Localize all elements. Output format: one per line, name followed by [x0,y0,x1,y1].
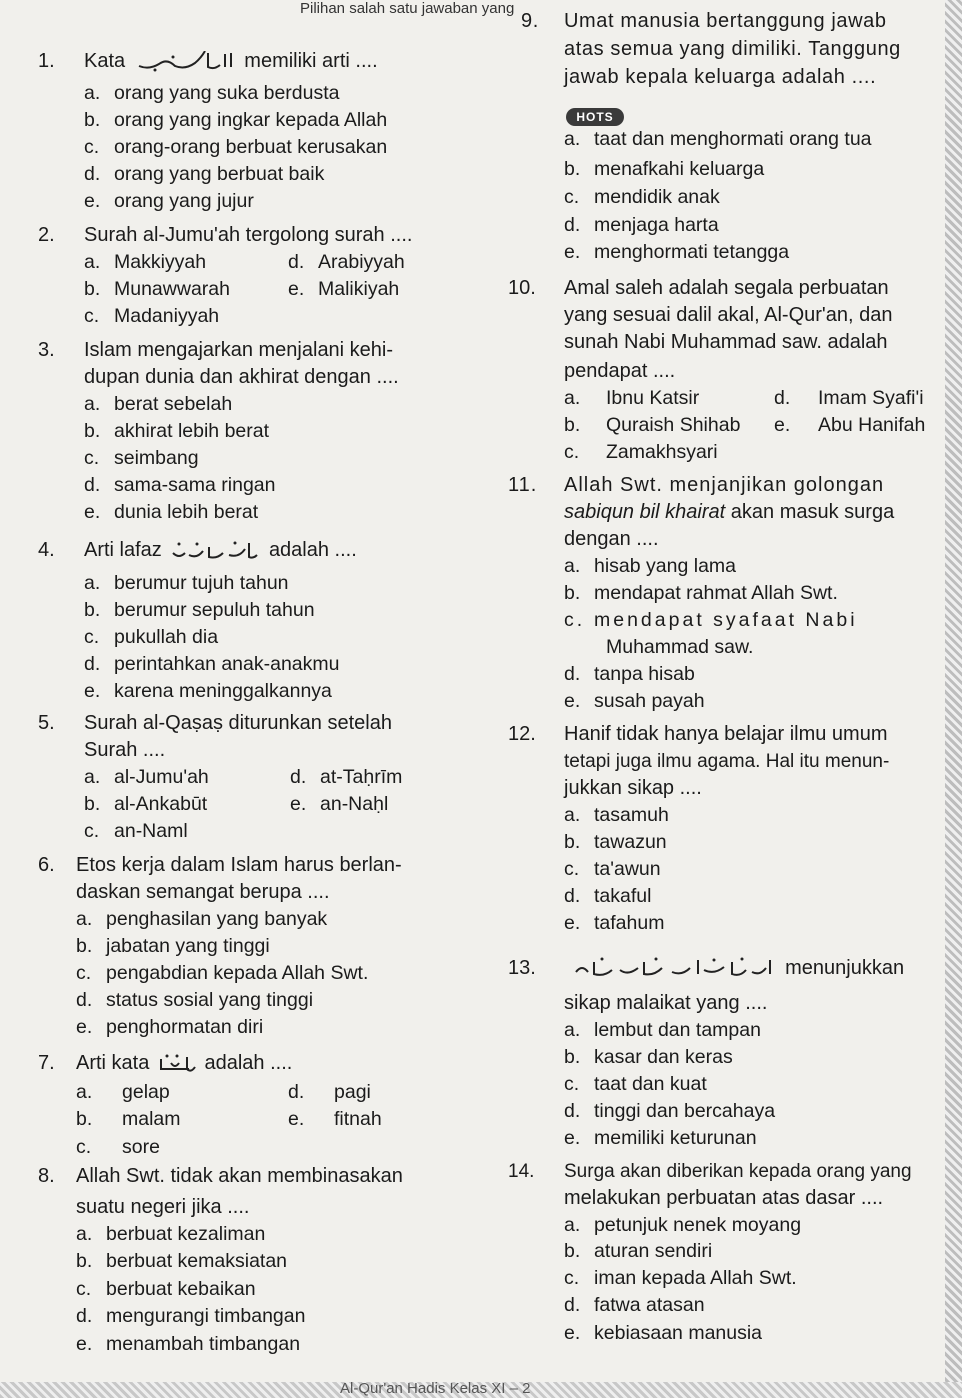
hots-badge: HOTS [566,108,624,126]
question-number: 13. [508,957,536,979]
q11-option-c[interactable] [564,607,858,634]
q5-option-e[interactable] [290,791,388,818]
option-letter: d. [774,387,791,409]
option-letter: b. [84,420,101,442]
q9-option-c[interactable] [564,184,720,211]
option-text: fatwa atasan [594,1294,705,1316]
question-text: Surga akan diberikan kepada orang yang [564,1161,912,1182]
question-12-line3: jukkan sikap .... [564,777,702,799]
question-11-line3: dengan .... [564,528,659,550]
option-text: pagi [334,1081,371,1103]
q7-option-e[interactable] [288,1106,382,1133]
question-number: 14. [508,1161,535,1182]
arabic-word-image [157,1053,197,1075]
option-text: gelap [122,1081,170,1103]
question-text: Amal saleh adalah segala perbuatan [564,277,889,299]
option-text: perintahkan anak-anakmu [114,653,340,675]
option-letter: c. [76,1136,92,1158]
option-letter: b. [564,158,581,180]
option-letter: c. [84,820,100,842]
question-text: Islam mengajarkan menjalani kehi- [84,339,394,361]
option-text: menjaga harta [594,214,719,236]
question-3 [38,337,393,364]
q2-option-d[interactable] [288,249,405,276]
option-text: penghormatan diri [106,1016,264,1038]
option-text: berat sebelah [114,393,233,415]
q4-option-c[interactable] [84,624,218,651]
q7-option-a[interactable] [76,1079,170,1106]
option-text: at-Taḥrīm [320,766,403,788]
question-5-line2: Surah .... [84,739,166,761]
q10-option-b[interactable] [564,412,740,439]
q1-option-c[interactable] [84,134,387,161]
question-text: Hanif tidak hanya belajar ilmu umum [564,723,888,745]
q8-option-d[interactable] [76,1303,305,1330]
option-letter: b. [564,1240,581,1262]
q9-option-a[interactable] [564,126,872,153]
option-letter: e. [290,793,307,815]
option-letter: d. [84,163,101,185]
q6-option-e[interactable] [76,1014,263,1041]
q11-option-d[interactable] [564,661,695,688]
option-letter: b. [564,582,581,604]
question-8-line2: suatu negeri jika .... [76,1196,250,1218]
question-5 [38,710,392,737]
q8-option-c[interactable] [76,1276,256,1303]
option-text: sama-sama ringan [114,474,276,496]
option-letter: c. [84,136,100,158]
option-text: orang yang suka berdusta [114,82,340,104]
option-letter: c. [564,1073,580,1095]
q3-option-a[interactable] [84,391,232,418]
q2-option-c[interactable] [84,303,219,330]
question-text-end: memiliki arti .... [244,50,378,72]
option-letter: a. [76,1081,93,1103]
question-text: Arti kata [76,1052,150,1074]
q8-option-a[interactable] [76,1221,265,1248]
option-text: orang yang ingkar kepada Allah [114,109,388,131]
option-text: lembut dan tampan [594,1019,761,1041]
q1-option-d[interactable] [84,161,324,188]
option-letter: a. [564,1214,581,1236]
option-letter: d. [288,1081,305,1103]
q12-option-a[interactable] [564,802,669,829]
q2-option-e[interactable] [288,276,399,303]
question-8 [38,1163,403,1190]
option-letter: e. [564,690,581,712]
q3-option-c[interactable] [84,445,199,472]
question-text-end: menunjukkan [785,957,905,979]
option-letter: a. [564,804,581,826]
option-text: Abu Hanifah [818,414,926,436]
arabic-phrase-image [169,539,261,563]
option-letter: a. [84,251,101,273]
option-letter: c. [84,447,100,469]
q10-option-d[interactable] [774,385,924,412]
q10-option-c[interactable] [564,439,718,466]
option-letter: b. [564,831,581,853]
option-letter: e. [564,241,581,263]
option-letter: c. [76,962,92,984]
option-letter: b. [84,109,101,131]
option-letter: d. [564,1294,581,1316]
q11-option-e[interactable] [564,688,705,715]
option-text: an-Naḥl [320,793,389,815]
option-text: berbuat kemaksiatan [106,1250,288,1272]
q12-option-b[interactable] [564,829,667,856]
q1-option-a[interactable] [84,80,340,107]
option-text: tafahum [594,912,665,934]
q13-option-d[interactable] [564,1098,775,1125]
q9-option-e[interactable] [564,239,789,266]
option-text: hisab yang lama [594,555,737,577]
option-letter: e. [774,414,791,436]
q6-option-a[interactable] [76,906,327,933]
option-letter: e. [564,1127,581,1149]
q11-option-c-cont: Muhammad saw. [606,636,754,658]
question-10-line2: yang sesuai dalil akal, Al-Qur'an, dan [564,304,893,326]
question-6-line2: daskan semangat berupa .... [76,881,330,903]
option-text: mendidik anak [594,186,720,208]
q3-option-b[interactable] [84,418,269,445]
question-number: 12. [508,723,536,745]
option-text: susah payah [594,690,705,712]
q3-option-e[interactable] [84,499,258,526]
question-3-line2: dupan dunia dan akhirat dengan .... [84,366,399,388]
option-text: menafkahi keluarga [594,158,765,180]
q5-option-d[interactable] [290,764,402,791]
question-9-line3: jawab kepala keluarga adalah .... [564,66,877,88]
option-text: mengurangi timbangan [106,1305,306,1327]
option-text: Malikiyah [318,278,400,300]
option-letter: e. [76,1333,93,1355]
option-text: mendapat syafaat Nabi [594,609,858,631]
option-letter: e. [564,912,581,934]
question-text: Umat manusia bertanggung jawab [564,10,887,32]
option-text: an-Naml [114,820,188,842]
option-letter: e. [84,190,101,212]
option-text: penghasilan yang banyak [106,908,328,930]
option-text: petunjuk nenek moyang [594,1214,802,1236]
q8-option-e[interactable] [76,1331,300,1358]
option-text: kebiasaan manusia [594,1322,763,1344]
question-14-line2: melakukan perbuatan atas dasar .... [564,1187,884,1209]
option-letter: e. [84,680,101,702]
option-text: tanpa hisab [594,663,695,685]
option-letter: a. [84,572,101,594]
question-14 [508,1158,912,1185]
option-text: takaful [594,885,652,907]
option-text: pukullah dia [114,626,219,648]
option-letter: d. [76,1305,93,1327]
q14-option-d[interactable] [564,1292,705,1319]
option-letter: a. [564,128,581,150]
option-letter: d. [290,766,307,788]
q11-option-b[interactable] [564,580,838,607]
question-number: 9. [521,10,539,32]
question-number: 1. [38,50,55,72]
question-9-line2: atas semua yang dimiliki. Tanggung [564,38,901,60]
q3-option-d[interactable] [84,472,275,499]
option-text: jabatan yang tinggi [106,935,270,957]
option-text: menambah timbangan [106,1333,301,1355]
q4-option-a[interactable] [84,570,289,597]
option-text: sore [122,1136,160,1158]
q14-option-e[interactable] [564,1320,762,1347]
option-letter: d. [84,474,101,496]
option-text: orang-orang berbuat kerusakan [114,136,388,158]
option-letter: c. [564,441,580,463]
question-number: 4. [38,539,55,561]
question-text: Arti lafaz [84,539,162,561]
option-text: tasamuh [594,804,669,826]
option-letter: d. [564,1100,581,1122]
q13-option-a[interactable] [564,1017,761,1044]
option-text: berumur sepuluh tahun [114,599,315,621]
option-letter: c. [564,186,580,208]
q7-option-b[interactable] [76,1106,181,1133]
option-letter: a. [564,555,581,577]
option-letter: c. [564,858,580,880]
option-letter: b. [84,278,101,300]
option-text: ta'awun [594,858,661,880]
question-11-line2 [564,499,894,526]
question-10 [508,275,889,302]
option-letter: e. [564,1322,581,1344]
option-text: tinggi dan bercahaya [594,1100,776,1122]
q9-option-b[interactable] [564,156,764,183]
question-text: Allah Swt. tidak akan membinasakan [76,1165,403,1187]
option-text: dunia lebih berat [114,501,259,523]
option-letter: b. [84,793,101,815]
option-letter: e. [84,501,101,523]
option-letter: d. [564,214,581,236]
question-10-line3: sunah Nabi Muhammad saw. adalah [564,331,888,353]
question-number: 8. [38,1165,55,1187]
option-text: orang yang berbuat baik [114,163,325,185]
option-text: taat dan menghormati orang tua [594,128,872,150]
question-6 [38,852,402,879]
q7-option-c[interactable] [76,1134,160,1161]
q6-option-d[interactable] [76,987,313,1014]
question-text: Surah al-Qaṣaṣ diturunkan setelah [84,712,392,734]
option-letter: a. [564,1019,581,1041]
option-text: al-Jumu'ah [114,766,209,788]
option-text: taat dan kuat [594,1073,707,1095]
option-letter: b. [76,935,93,957]
option-text: akhirat lebih berat [114,420,270,442]
option-text: kasar dan keras [594,1046,733,1068]
option-text: memiliki keturunan [594,1127,757,1149]
question-12 [508,721,888,748]
option-letter: e. [288,1108,305,1130]
question-number: 7. [38,1052,55,1074]
q12-option-e[interactable] [564,910,664,937]
question-text: akan masuk surga [725,501,895,523]
italic-term: sabiqun bil khairat [564,501,726,523]
option-text: menghormati tetangga [594,241,790,263]
q10-option-a[interactable] [564,385,699,412]
question-1 [38,48,378,75]
question-number: 3. [38,339,55,361]
option-letter: b. [564,414,581,436]
option-letter: d. [84,653,101,675]
option-letter: b. [84,599,101,621]
footer-text: Al-Qur'an Hadis Kelas XI – 2 [340,1380,531,1397]
option-text: malam [122,1108,181,1130]
question-text-end: adalah .... [268,539,357,561]
option-text: Madaniyyah [114,305,220,327]
q5-option-c[interactable] [84,818,188,845]
option-letter: d. [564,885,581,907]
q1-option-b[interactable] [84,107,387,134]
q8-option-b[interactable] [76,1248,287,1275]
option-letter: a. [564,387,581,409]
question-text: Etos kerja dalam Islam harus berlan- [76,854,402,876]
q5-option-a[interactable] [84,764,209,791]
q4-option-d[interactable] [84,651,339,678]
option-letter: c. [84,305,100,327]
question-13-line2: sikap malaikat yang .... [564,992,768,1014]
option-letter: d. [76,989,93,1011]
arabic-verse-image [572,956,778,982]
option-text: pengabdian kepada Allah Swt. [106,962,369,984]
option-text: Makkiyyah [114,251,207,273]
question-number: 11. [508,474,538,496]
q13-option-b[interactable] [564,1044,733,1071]
option-text: Arabiyyah [318,251,405,273]
q14-option-a[interactable] [564,1212,801,1239]
option-text: berumur tujuh tahun [114,572,289,594]
arabic-word-image [133,51,237,73]
option-letter: a. [76,908,93,930]
option-text: Zamakhsyari [606,441,718,463]
option-letter: e. [288,278,305,300]
question-13 [508,955,904,982]
question-text: Allah Swt. menjanjikan golongan [564,474,885,496]
option-text: fitnah [334,1108,382,1130]
q13-option-c[interactable] [564,1071,707,1098]
q2-option-b[interactable] [84,276,230,303]
q2-option-a[interactable] [84,249,206,276]
q14-option-b[interactable] [564,1238,712,1265]
q12-option-c[interactable] [564,856,661,883]
question-number: 5. [38,712,55,734]
option-letter: b. [564,1046,581,1068]
option-letter: b. [76,1108,93,1130]
question-9 [521,8,887,35]
option-text: mendapat rahmat Allah Swt. [594,582,838,604]
question-4 [38,537,357,564]
q11-option-a[interactable] [564,553,736,580]
question-text: Kata [84,50,126,72]
page-header: Pilihan salah satu jawaban yang [300,0,515,17]
q12-option-d[interactable] [564,883,651,910]
q5-option-b[interactable] [84,791,207,818]
q9-option-d[interactable] [564,212,719,239]
q4-option-e[interactable] [84,678,332,705]
q14-option-c[interactable] [564,1265,797,1292]
option-letter: c. [84,626,100,648]
option-letter: c. [564,609,586,631]
option-text: Imam Syafi'i [818,387,924,409]
decorative-stripe [945,0,962,1398]
option-text: Ibnu Katsir [606,387,700,409]
option-text: al-Ankabūt [114,793,208,815]
question-number: 6. [38,854,55,876]
option-text: status sosial yang tinggi [106,989,314,1011]
option-letter: d. [564,663,581,685]
q13-option-e[interactable] [564,1125,757,1152]
question-11 [508,472,884,499]
q1-option-e[interactable] [84,188,254,215]
option-letter: a. [76,1223,93,1245]
option-text: aturan sendiri [594,1240,713,1262]
option-letter: e. [76,1016,93,1038]
option-text: berbuat kezaliman [106,1223,266,1245]
option-text: tawazun [594,831,667,853]
question-text: Surah al-Jumu'ah tergolong surah .... [84,224,413,246]
option-text: iman kepada Allah Swt. [594,1267,797,1289]
question-10-line4: pendapat .... [564,360,676,382]
option-text: karena meninggalkannya [114,680,332,702]
q6-option-b[interactable] [76,933,270,960]
question-number: 10. [508,277,536,299]
option-letter: a. [84,766,101,788]
option-letter: a. [84,82,101,104]
option-text: orang yang jujur [114,190,254,212]
option-text: berbuat kebaikan [106,1278,256,1300]
question-7 [38,1050,292,1077]
question-text-end: adalah .... [204,1052,293,1074]
option-text: seimbang [114,447,199,469]
option-text: Munawwarah [114,278,230,300]
q4-option-b[interactable] [84,597,315,624]
option-letter: a. [84,393,101,415]
option-letter: d. [288,251,305,273]
option-letter: c. [76,1278,92,1300]
q6-option-c[interactable] [76,960,368,987]
q7-option-d[interactable] [288,1079,371,1106]
option-letter: c. [564,1267,580,1289]
question-2 [38,222,412,249]
question-number: 2. [38,224,55,246]
option-letter: b. [76,1250,93,1272]
q10-option-e[interactable] [774,412,925,439]
option-text: Quraish Shihab [606,414,741,436]
question-12-line2: tetapi juga ilmu agama. Hal itu menun- [564,751,890,772]
